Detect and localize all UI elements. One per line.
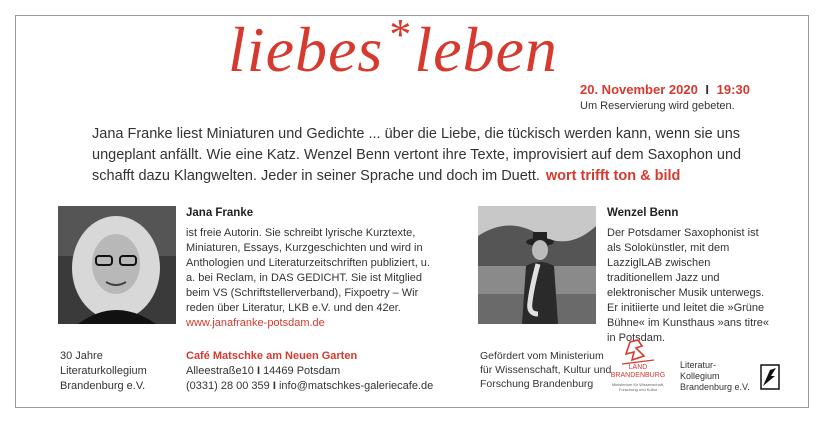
- lkb-line2: Kollegium: [680, 371, 720, 381]
- funding-line3: Forschung Brandenburg: [480, 378, 594, 390]
- organizer-block: [60, 349, 170, 394]
- website-link[interactable]: www.janafranke-potsdam.de: [186, 317, 325, 329]
- lkb-line1: Literatur-: [680, 360, 717, 370]
- intro-paragraph: [92, 124, 772, 187]
- bio-text-jana: ist freie Autorin. Sie schreibt lyrische Kurztexte, Miniaturen, Essays, Kurzgeschichten und wird in Anthologien und Literaturzeitschriften publiziert, u. a. bei Reclam, in DAS GEDICHT. Sie ist Mitglied beim VS (Schriftstellerverband), Fixpoetry – Wir reden über Literatur, LKB e.V. und den 42er.: [186, 227, 430, 314]
- lkb-logo-icon: [760, 364, 780, 390]
- artist-name-wenzel: Wenzel Benn: [607, 207, 679, 219]
- address-separator: I: [256, 365, 260, 377]
- land-logo-text: [608, 364, 668, 380]
- org-line3: Brandenburg e.V.: [60, 380, 146, 392]
- time-text: 19:30: [716, 82, 750, 97]
- title-right: leben: [414, 14, 558, 85]
- funding-line1: Gefördert vom Ministerium: [480, 350, 604, 362]
- lkb-block: [680, 360, 755, 393]
- venue-email: info@matschkes-galeriecafe.de: [278, 380, 434, 392]
- funding-line2: für Wissenschaft, Kultur und: [480, 364, 612, 376]
- venue-block: [186, 349, 456, 394]
- venue-city: 14469 Potsdam: [263, 365, 341, 377]
- title-left: liebes: [228, 14, 384, 85]
- org-line2: Literaturkollegium: [60, 365, 147, 377]
- funding-block: [480, 349, 615, 391]
- land-logo-subtext: [608, 382, 668, 392]
- artist-name-jana: Jana Franke: [186, 207, 254, 219]
- land-logo-sub1: Ministerium für Wissenschaft,: [611, 382, 665, 387]
- reservation-note: Um Reservierung wird gebeten.: [580, 100, 735, 112]
- lkb-line3: Brandenburg e.V.: [680, 382, 750, 392]
- artist-bio-jana: [186, 226, 441, 331]
- event-date: [580, 82, 750, 97]
- venue-street: Alleestraße10: [186, 365, 254, 377]
- intro-tagline: wort trifft ton & bild: [545, 168, 681, 184]
- jana-franke-photo: [58, 206, 176, 324]
- intro-text: Jana Franke liest Miniaturen und Gedichte ... über die Liebe, die tückisch werden kann, wenn sie uns ungeplant anfällt. Wie eine Katz. Wenzel Benn vertont ihre Texte, improvisiert auf dem Saxophon und schafft dazu Klangwelten. Jeder in seiner Sprache und doch im Duett.: [92, 126, 742, 184]
- artist-bio-wenzel: Der Potsdamer Saxophonist ist als Solokünstler, mit dem LazziglLAB zwischen traditionellem Jazz und elektronischer Musik unterwegs. Er initiierte und leitet die »Grüne Bühne« im Kunsthaus »ans titre« in Potsdam.: [607, 227, 770, 344]
- date-separator: I: [705, 82, 710, 97]
- org-line1: 30 Jahre: [60, 350, 103, 362]
- date-text: 20. November 2020: [580, 82, 698, 97]
- land-logo-line2: BRANDENBURG: [610, 372, 666, 379]
- venue-phone: (0331) 28 00 359: [186, 380, 270, 392]
- eagle-icon: [608, 338, 668, 366]
- contact-separator: I: [272, 380, 276, 392]
- land-logo-line1: LAND: [628, 364, 648, 371]
- event-title: [228, 10, 558, 85]
- venue-name: Café Matschke am Neuen Garten: [186, 350, 358, 362]
- land-logo-sub2: Forschung und Kultur: [618, 387, 658, 392]
- wenzel-benn-photo: [478, 206, 596, 324]
- title-star: *: [387, 10, 411, 59]
- land-brandenburg-logo: [608, 338, 668, 398]
